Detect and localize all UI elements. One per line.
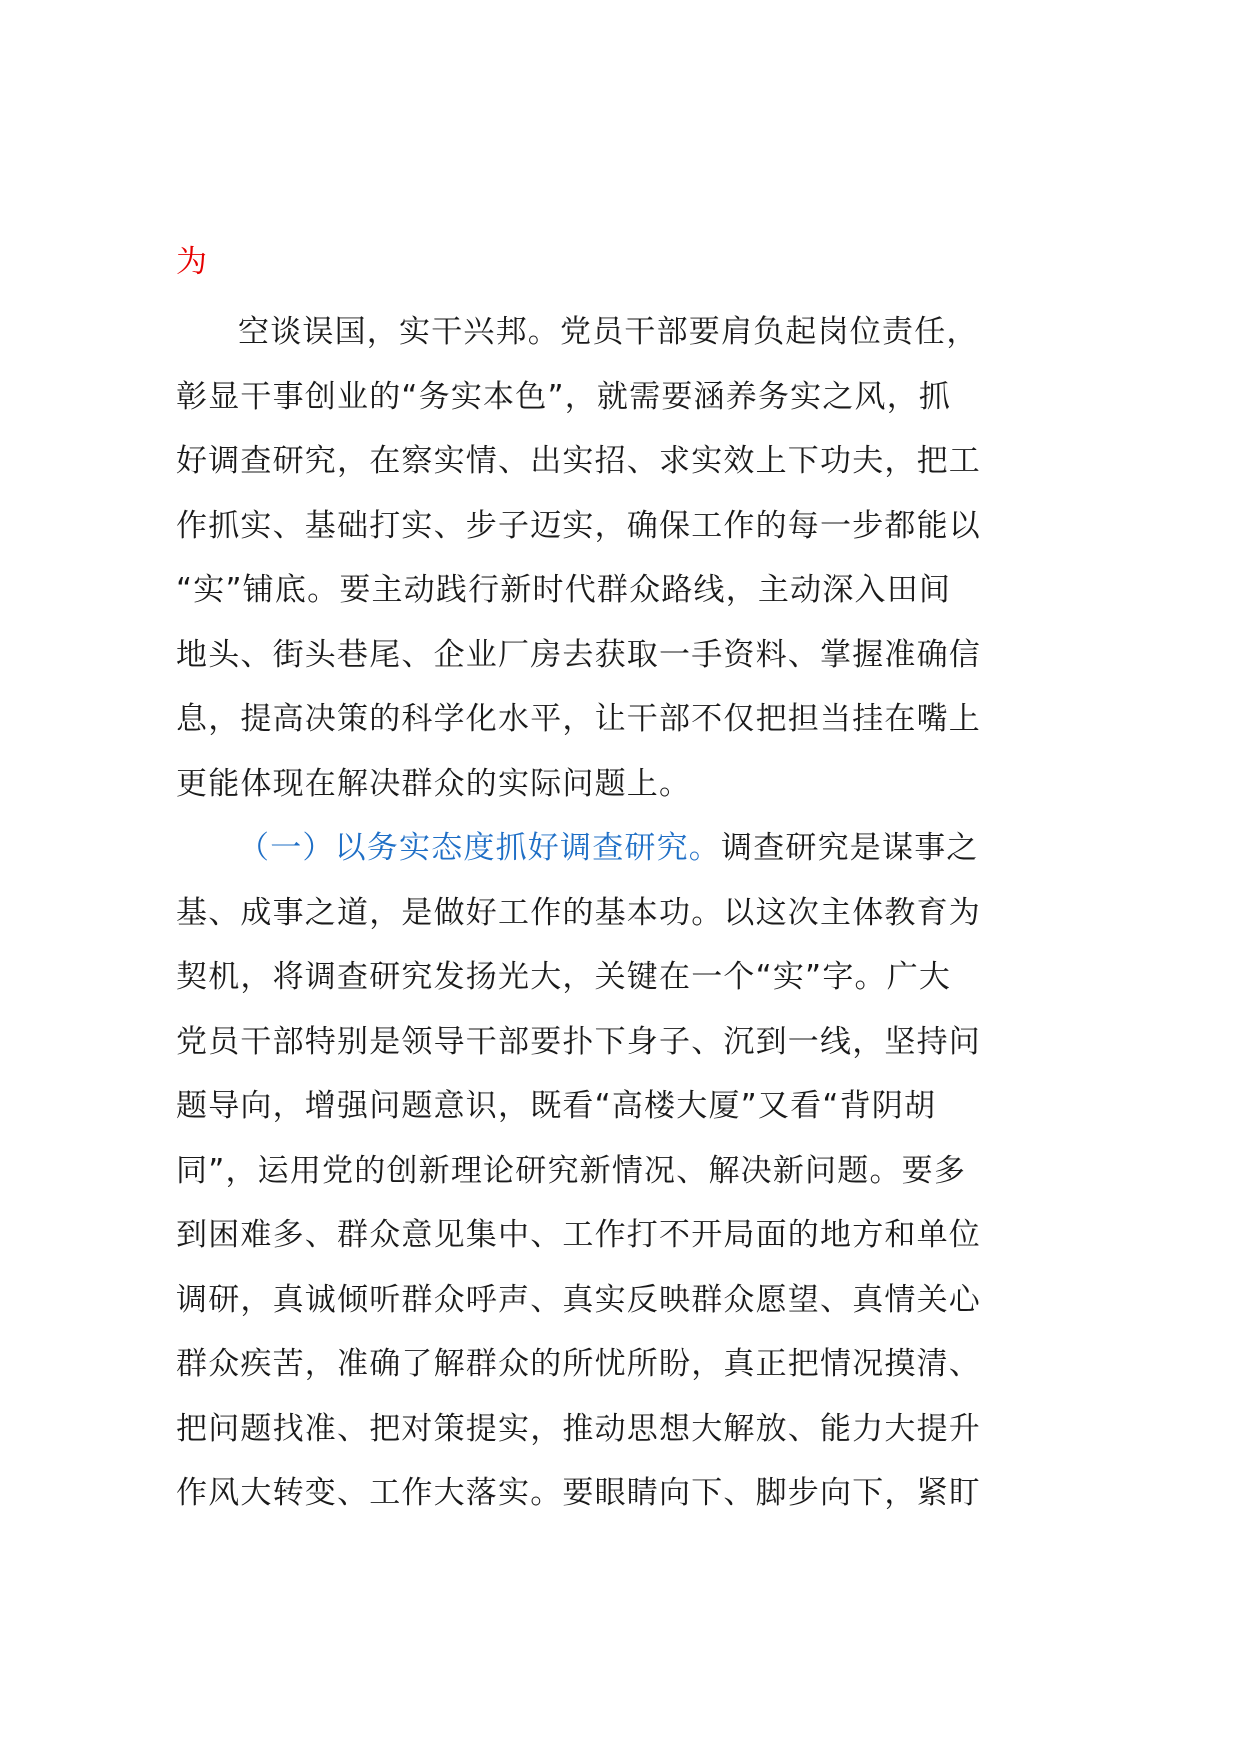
paragraph-line: 把问题找准、把对策提实，推动思想大解放、能力大提升 [176,1410,981,1447]
paragraph-line: 到困难多、群众意见集中、工作打不开局面的地方和单位 [176,1217,981,1253]
paragraph-line: 党员干部特别是领导干部要扑下身子、沉到一线，坚持问 [176,1023,981,1060]
paragraph-1 [176,300,981,816]
paragraph-line: 息，提高决策的科学化水平，让干部不仅把担当挂在嘴上 [176,701,981,737]
paragraph-text: 调查研究是谋事之 [721,830,979,866]
paragraph-line: 地头、街头巷尾、企业厂房去获取一手资料、掌握准确信 [176,636,981,673]
heading-fragment: 为 [176,244,207,280]
paragraph-line: 更能体现在解决群众的实际问题上。 [176,765,692,802]
paragraph-line: 彰显干事创业的“务实本色”，就需要涵养务实之风，抓 [176,378,952,415]
paragraph-line: “实”铺底。要主动践行新时代群众路线，主动深入田间 [176,572,952,608]
paragraph-line: 基、成事之道，是做好工作的基本功。以这次主体教育为 [176,894,981,931]
paragraph-line: 好调查研究，在察实情、出实招、求实效上下功夫，把工 [176,443,981,479]
paragraph-line: 题导向，增强问题意识，既看“高楼大厦”又看“背阴胡 [176,1088,937,1124]
paragraph-first-line [176,816,981,881]
paragraph-line: 同”，运用党的创新理论研究新情况、解决新问题。要多 [176,1152,967,1189]
paragraph-line: 契机，将调查研究发扬光大，关键在一个“实”字。广大 [176,959,952,995]
paragraph-line: 作抓实、基础打实、步子迈实，确保工作的每一步都能以 [176,507,981,544]
section-subheading: （一）以务实态度抓好调查研究。 [238,830,721,866]
paragraph-line: 群众疾苦，准确了解群众的所忧所盼，真正把情况摸清、 [176,1346,981,1382]
paragraph-line: 作风大转变、工作大落实。要眼睛向下、脚步向下，紧盯 [176,1475,981,1511]
paragraph-line: 空谈误国，实干兴邦。党员干部要肩负起岗位责任， [238,314,979,350]
paragraph-2 [176,816,981,1526]
paragraph-line: 调研，真诚倾听群众呼声、真实反映群众愿望、真情关心 [176,1281,981,1318]
